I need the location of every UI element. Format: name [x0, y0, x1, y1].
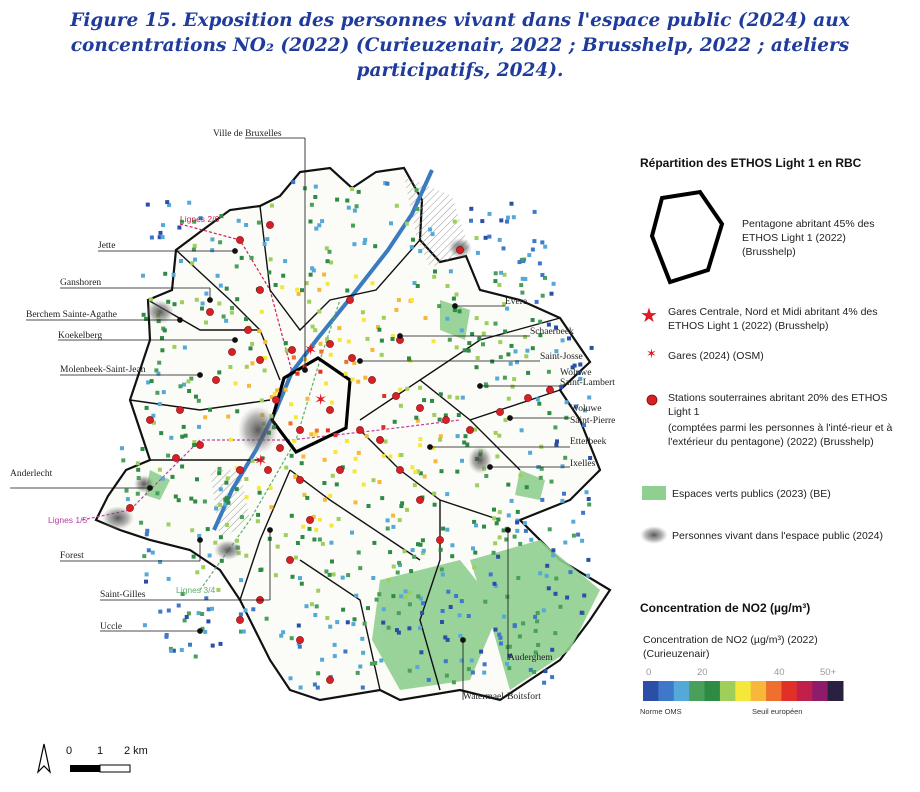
label-forest: Forest: [60, 551, 84, 561]
colorbar-swatch: [643, 681, 659, 701]
colorbar-swatch: [689, 681, 705, 701]
legend-persons-text: Personnes vivant dans l'espace public (2024): [672, 530, 883, 542]
no2-colorbar: [643, 681, 844, 701]
gare-du-nord-star: ✶: [304, 340, 318, 359]
scale-label-2km: 2 km: [124, 745, 148, 757]
legend-green-icon: [642, 486, 666, 500]
colorbar-swatch: [751, 681, 767, 701]
label-evere: Evere: [505, 297, 528, 307]
legend-pentagone-icon: [652, 192, 722, 282]
scale-bar: [70, 765, 130, 772]
label-koekelberg: Koekelberg: [58, 331, 103, 341]
label-ville-de-bruxelles: Ville de Bruxelles: [213, 129, 282, 139]
colorbar-swatch: [720, 681, 736, 701]
label-ganshoren: Ganshoren: [60, 278, 102, 288]
label-auderghem: Auderghem: [508, 653, 553, 663]
label-saint-gilles: Saint-Gilles: [100, 590, 146, 600]
label-saint-josse: Saint-Josse: [540, 352, 583, 362]
label-woluwe-sp-2: Saint-Pierre: [570, 416, 616, 426]
legend-star-small-icon: ✶: [646, 347, 657, 362]
colorbar-swatch: [797, 681, 813, 701]
legend-stations-text-1: Stations souterraines abritant 20% des ETHOS Light 1: [668, 392, 888, 418]
label-schaerbeek: Schaerbeek: [530, 327, 574, 337]
scale-label-1: 1: [97, 745, 104, 757]
no2-legend-title: Concentration de NO2 (µg/m³): [640, 601, 811, 615]
gare-du-midi-star: ✶: [254, 451, 268, 470]
no2-tick-20: 20: [697, 667, 708, 678]
colorbar-swatch: [674, 681, 690, 701]
legend-station-icon: [647, 395, 657, 405]
label-lignes-1-5: Lignes 1/5: [48, 515, 88, 525]
no2-legend-subtitle-2: (Curieuzenair): [643, 648, 710, 660]
legend-persons-icon: [640, 526, 668, 544]
title-line-2: concentrations NO₂ (2022) (Curieuzenair, 2022 ; Brusshelp, 2022 ; ateliers: [70, 35, 850, 56]
no2-seuil-europeen: Seuil européen: [752, 707, 803, 716]
label-woluwe-sp-1: Woluwe: [570, 404, 602, 414]
colorbar-swatch: [705, 681, 721, 701]
colorbar-swatch: [735, 681, 751, 701]
no2-tick-0: 0: [646, 667, 652, 678]
no2-legend-subtitle-1: Concentration de NO2 (µg/m³) (2022): [643, 634, 818, 646]
north-arrow-icon: [38, 744, 50, 772]
label-woluwe-sl-1: Woluwe: [560, 368, 592, 378]
label-woluwe-sl-2: Saint-Lambert: [560, 378, 615, 388]
legend-star-large-icon: ★: [640, 303, 658, 327]
colorbar-swatch: [658, 681, 674, 701]
label-lignes-2-6: Lignes 2/6: [180, 214, 220, 224]
colorbar-swatch: [812, 681, 828, 701]
label-uccle: Uccle: [100, 622, 123, 632]
title-line-3: participatifs, 2024).: [356, 60, 564, 81]
label-anderlecht: Anderlecht: [10, 469, 53, 479]
colorbar-swatch: [781, 681, 797, 701]
label-lignes-3-4: Lignes 3/4: [176, 585, 216, 595]
title-line-1: Figure 15. Exposition des personnes vivant dans l'espace public (2024) aux: [70, 10, 850, 31]
no2-tick-50: 50+: [820, 667, 837, 678]
colorbar-swatch: [766, 681, 782, 701]
label-watermael: Watermael-Boitsfort: [463, 692, 541, 702]
legend-pentagone-text: Pentagone abritant 45% des ETHOS Light 1 (2022) (Brusshelp): [742, 218, 875, 258]
label-ixelles: Ixelles: [570, 459, 596, 469]
label-berchem: Berchem Sainte-Agathe: [26, 310, 118, 320]
no2-tick-40: 40: [774, 667, 785, 678]
colorbar-swatch: [828, 681, 844, 701]
label-jette: Jette: [98, 241, 116, 251]
legend-green-text: Espaces verts publics (2023) (BE): [672, 488, 831, 500]
legend-gares-principales-text: Gares Centrale, Nord et Midi abritant 4% des ETHOS Light 1 (2022) (Brusshelp): [668, 306, 878, 332]
legend-title: Répartition des ETHOS Light 1 en RBC: [640, 156, 862, 170]
legend-gares-text: Gares (2024) (OSM): [668, 350, 764, 362]
gare-centrale-star: ✶: [314, 390, 328, 409]
label-etterbeek: Etterbeek: [570, 437, 607, 447]
legend-stations-text-2: (comptées parmi les personnes à l'inté-rieur et à l'extérieur du pentagone) (2022) (Brusshelp): [668, 422, 893, 448]
scale-label-0: 0: [66, 745, 73, 757]
no2-norme-oms: Norme OMS: [640, 707, 682, 716]
label-molenbeek: Molenbeek-Saint-Jean: [60, 365, 146, 375]
